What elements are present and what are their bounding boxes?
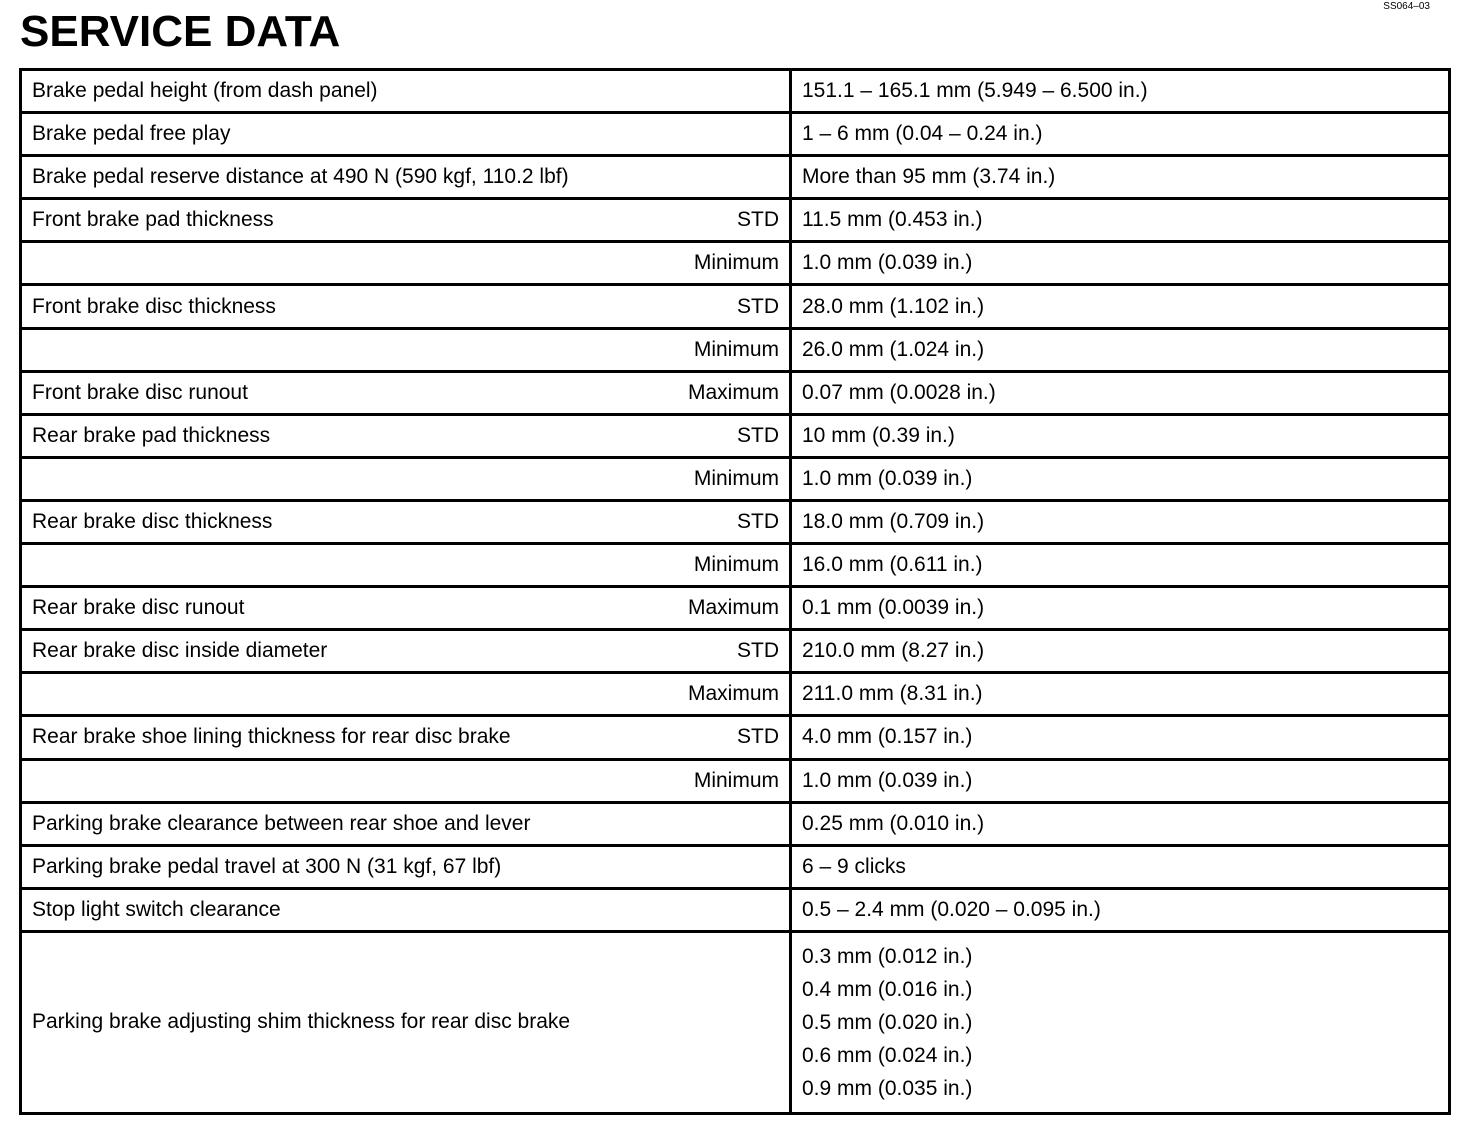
qualifier-label: STD <box>737 294 779 318</box>
value-cell: 28.0 mm (1.102 in.) <box>791 285 1450 328</box>
table-row <box>21 845 1450 888</box>
table-row <box>21 500 1450 543</box>
value-cell: 0.5 – 2.4 mm (0.020 – 0.095 in.) <box>791 888 1450 931</box>
item-cell <box>21 199 791 242</box>
item-cell <box>21 759 791 802</box>
qualifier-label: STD <box>737 509 779 533</box>
item-label: Front brake pad thickness <box>32 208 274 232</box>
item-label: Parking brake clearance between rear shoe and lever <box>32 811 531 835</box>
item-cell <box>21 931 791 1113</box>
item-cell <box>21 242 791 285</box>
value-cell: 0.1 mm (0.0039 in.) <box>791 587 1450 630</box>
shim-value: 0.4 mm (0.016 in.) <box>802 977 973 1001</box>
item-label: Brake pedal height (from dash panel) <box>32 79 378 103</box>
table-row <box>21 70 1450 113</box>
qualifier-label: Minimum <box>693 337 779 361</box>
table-row <box>21 630 1450 673</box>
qualifier-label: Minimum <box>693 251 779 275</box>
shim-value: 0.9 mm (0.035 in.) <box>802 1076 973 1100</box>
value-cell: 16.0 mm (0.611 in.) <box>791 544 1450 587</box>
value-cell: 0.25 mm (0.010 in.) <box>791 802 1450 845</box>
value-cell: 11.5 mm (0.453 in.) <box>791 199 1450 242</box>
item-cell <box>21 802 791 845</box>
table-row <box>21 759 1450 802</box>
value-cell: 6 – 9 clicks <box>791 845 1450 888</box>
qualifier-label: Maximum <box>687 596 779 620</box>
table-row <box>21 888 1450 931</box>
shim-values-cell <box>791 931 1450 1113</box>
item-label: Stop light switch clearance <box>32 897 281 921</box>
qualifier-label: STD <box>737 639 779 663</box>
value-cell: 1.0 mm (0.039 in.) <box>791 242 1450 285</box>
value-cell: 1.0 mm (0.039 in.) <box>791 457 1450 500</box>
table-row <box>21 242 1450 285</box>
item-cell <box>21 630 791 673</box>
table-row <box>21 328 1450 371</box>
value-cell: 4.0 mm (0.157 in.) <box>791 716 1450 759</box>
value-cell: 1 – 6 mm (0.04 – 0.24 in.) <box>791 113 1450 156</box>
qualifier-label: STD <box>737 725 779 749</box>
value-cell: 0.07 mm (0.0028 in.) <box>791 371 1450 414</box>
value-cell: 1.0 mm (0.039 in.) <box>791 759 1450 802</box>
item-label: Rear brake disc inside diameter <box>32 639 328 663</box>
table-row-shim-thickness <box>21 931 1450 1113</box>
item-cell <box>21 544 791 587</box>
value-cell: 151.1 – 165.1 mm (5.949 – 6.500 in.) <box>791 70 1450 113</box>
item-cell <box>21 371 791 414</box>
item-cell <box>21 328 791 371</box>
value-cell: 18.0 mm (0.709 in.) <box>791 500 1450 543</box>
item-label: Parking brake pedal travel at 300 N (31 kgf, 67 lbf) <box>32 854 502 878</box>
table-row <box>21 285 1450 328</box>
item-cell <box>21 673 791 716</box>
table-row <box>21 414 1450 457</box>
qualifier-label: Minimum <box>693 466 779 490</box>
table-row <box>21 716 1450 759</box>
shim-value: 0.5 mm (0.020 in.) <box>802 1010 973 1034</box>
item-label: Front brake disc runout <box>32 380 248 404</box>
shim-value: 0.6 mm (0.024 in.) <box>802 1043 973 1067</box>
service-data-body <box>21 70 1450 1114</box>
item-cell <box>21 845 791 888</box>
item-label: Rear brake pad thickness <box>32 423 271 447</box>
table-row <box>21 457 1450 500</box>
qualifier-label: Minimum <box>693 768 779 792</box>
value-cell: 211.0 mm (8.31 in.) <box>791 673 1450 716</box>
service-data-table <box>19 68 1451 1115</box>
qualifier-label: STD <box>737 423 779 447</box>
table-row <box>21 802 1450 845</box>
item-cell <box>21 888 791 931</box>
item-cell <box>21 70 791 113</box>
qualifier-label: Maximum <box>687 682 779 706</box>
item-cell <box>21 285 791 328</box>
item-cell <box>21 457 791 500</box>
item-cell <box>21 500 791 543</box>
item-cell <box>21 156 791 199</box>
item-cell <box>21 113 791 156</box>
qualifier-label: Maximum <box>687 380 779 404</box>
item-label: Brake pedal reserve distance at 490 N (590 kgf, 110.2 lbf) <box>32 165 569 189</box>
shim-value: 0.3 mm (0.012 in.) <box>802 944 973 968</box>
table-row <box>21 673 1450 716</box>
table-row <box>21 199 1450 242</box>
table-row <box>21 156 1450 199</box>
value-cell: 210.0 mm (8.27 in.) <box>791 630 1450 673</box>
item-label: Brake pedal free play <box>32 122 231 146</box>
item-label: Rear brake shoe lining thickness for rear disc brake <box>32 725 511 749</box>
document-code: SS064–03 <box>1383 1 1430 12</box>
qualifier-label: STD <box>737 208 779 232</box>
item-cell <box>21 716 791 759</box>
item-label: Rear brake disc runout <box>32 596 245 620</box>
table-row <box>21 544 1450 587</box>
value-cell: 10 mm (0.39 in.) <box>791 414 1450 457</box>
item-label: Rear brake disc thickness <box>32 509 273 533</box>
item-label: Front brake disc thickness <box>32 294 276 318</box>
item-cell <box>21 414 791 457</box>
value-cell: 26.0 mm (1.024 in.) <box>791 328 1450 371</box>
table-row <box>21 587 1450 630</box>
qualifier-label: Minimum <box>693 553 779 577</box>
item-label: Parking brake adjusting shim thickness for rear disc brake <box>32 1010 571 1034</box>
table-row <box>21 113 1450 156</box>
table-row <box>21 371 1450 414</box>
page-title: SERVICE DATA <box>20 7 341 56</box>
value-cell: More than 95 mm (3.74 in.) <box>791 156 1450 199</box>
item-cell <box>21 587 791 630</box>
